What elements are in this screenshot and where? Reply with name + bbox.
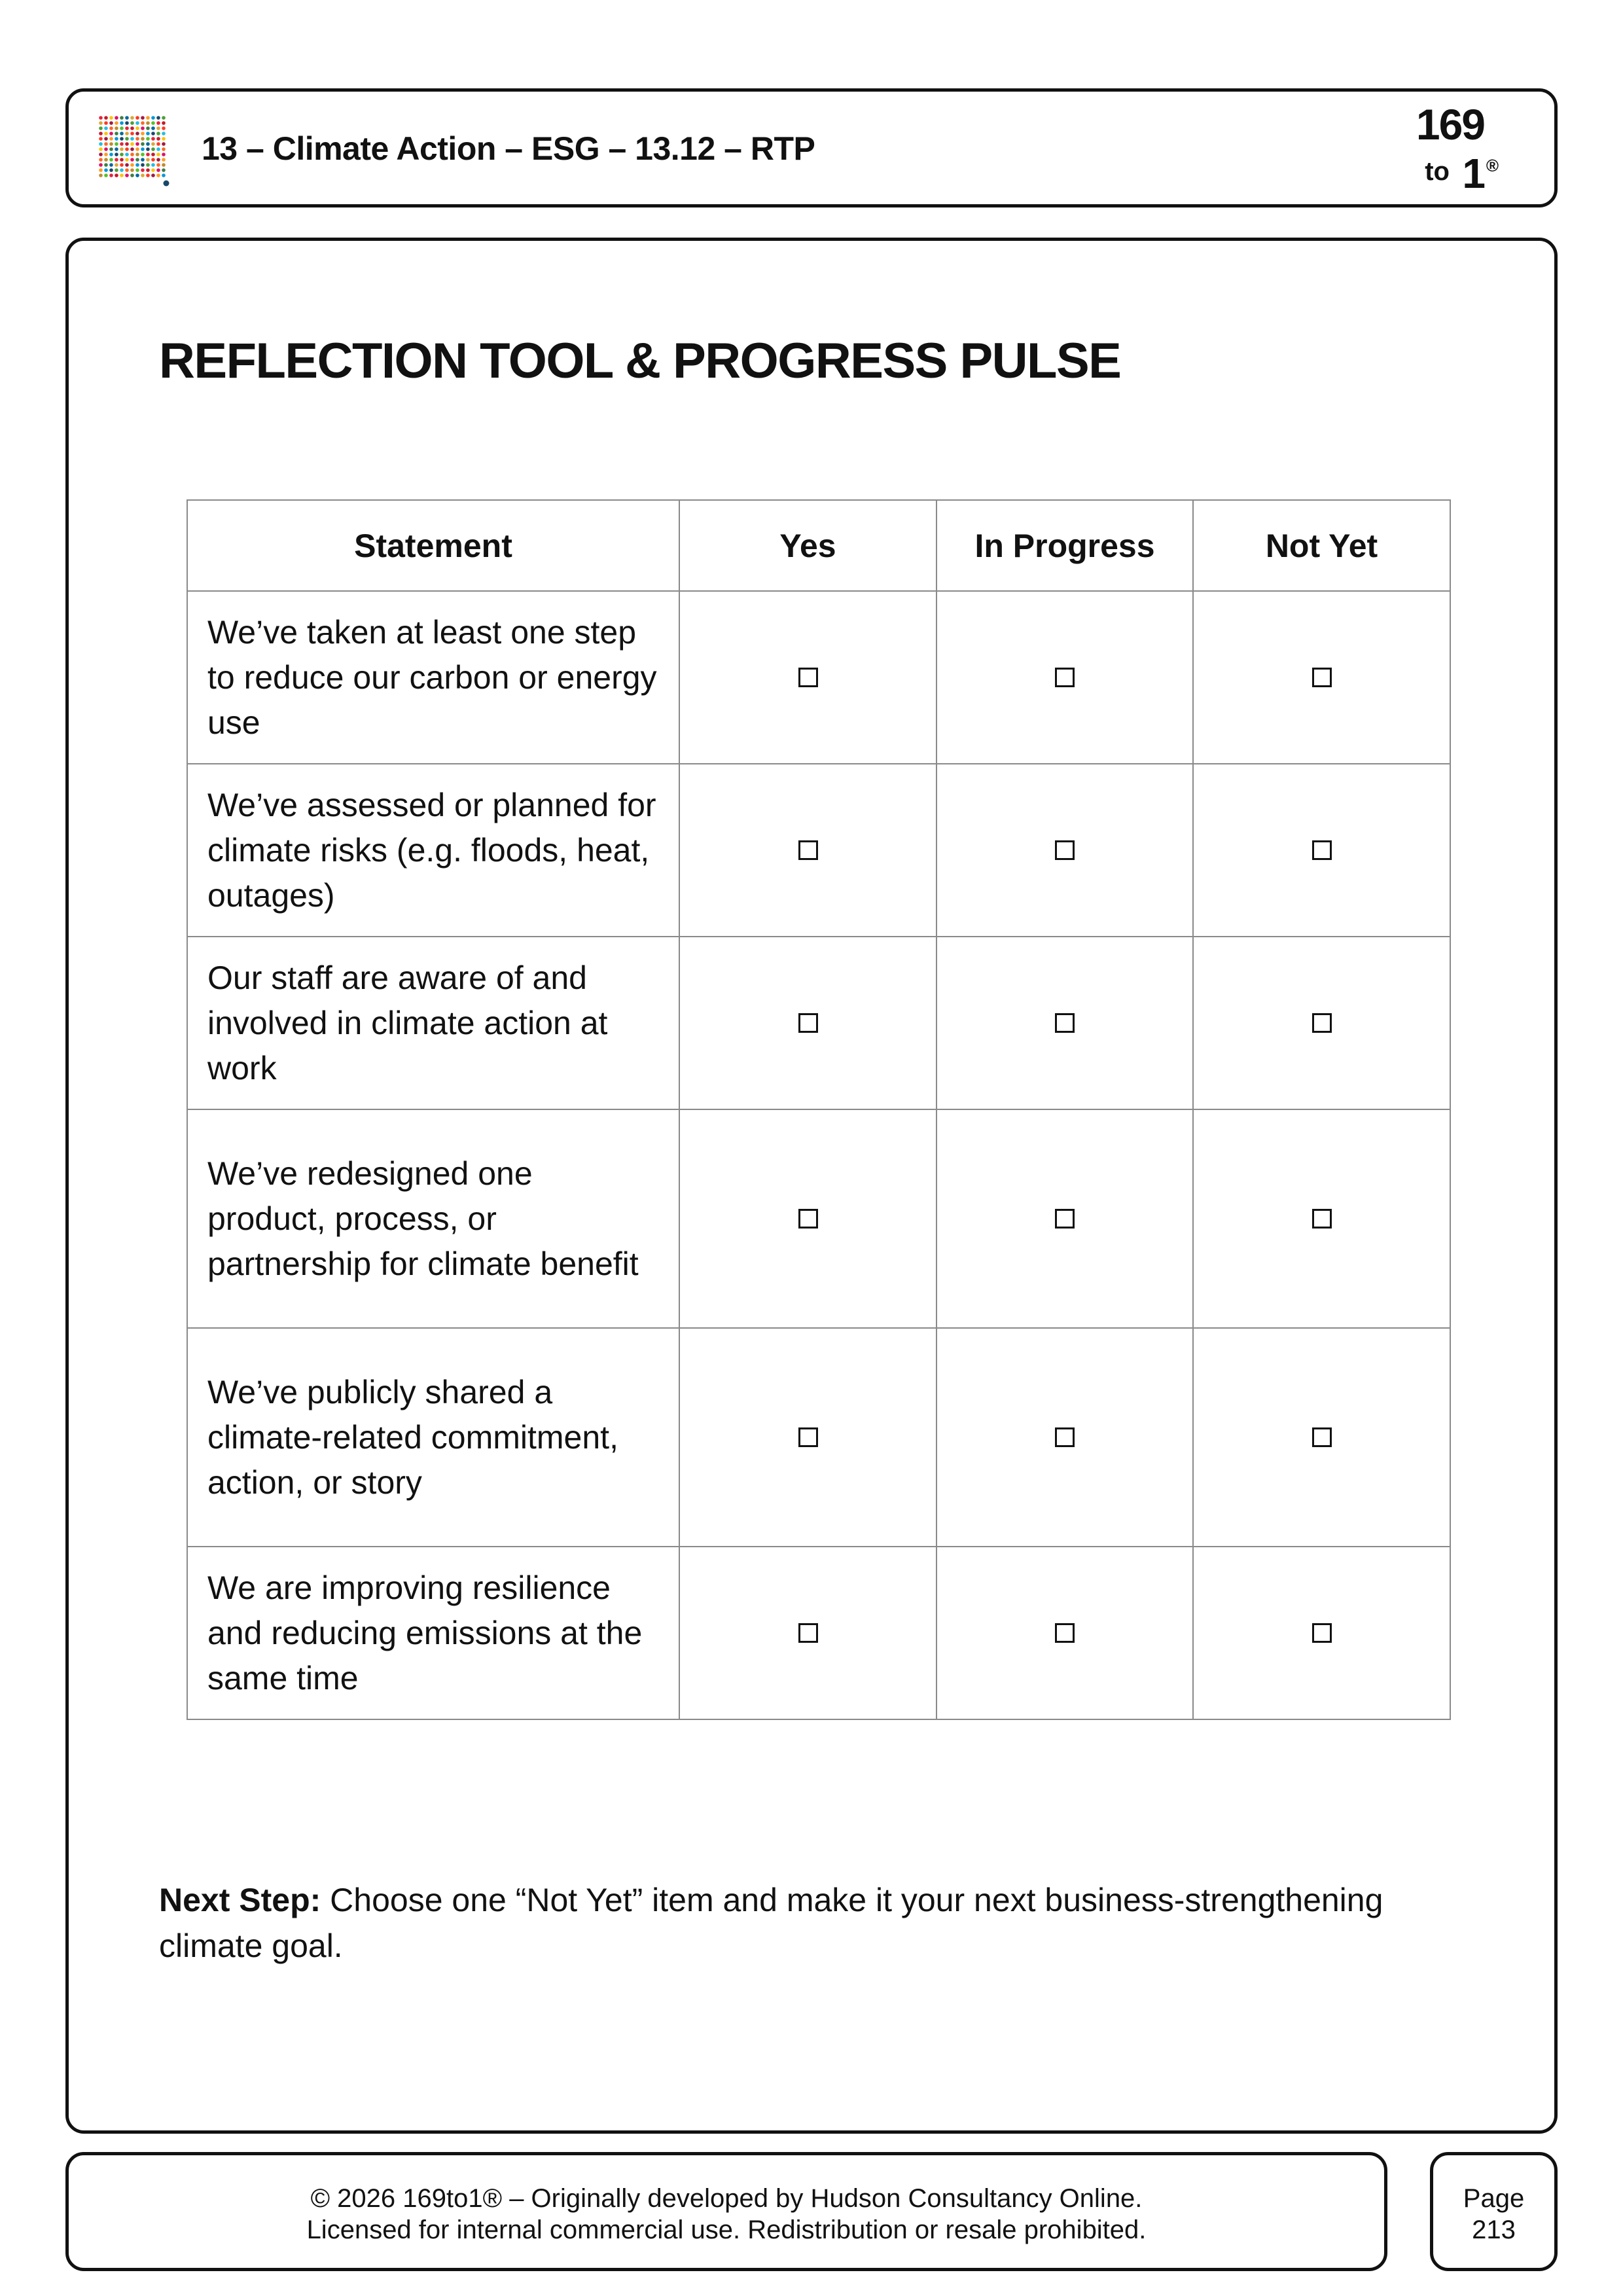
checkbox-in-progress[interactable] — [1055, 840, 1075, 860]
main-panel — [65, 238, 1558, 2134]
checkbox-cell-in-progress — [936, 1109, 1193, 1328]
table-row — [187, 591, 1450, 764]
copyright-notice — [69, 2183, 1384, 2246]
table-row — [187, 1547, 1450, 1719]
checkbox-not-yet[interactable] — [1312, 840, 1332, 860]
table-row — [187, 1328, 1450, 1547]
checkbox-cell-yes — [679, 1547, 936, 1719]
checkbox-cell-in-progress — [936, 1547, 1193, 1719]
statement-cell: We’ve taken at least one step to reduce our carbon or energy use — [187, 591, 679, 764]
page-number: 213 — [1472, 2215, 1516, 2244]
table-row — [187, 764, 1450, 937]
checkbox-cell-not-yet — [1193, 1328, 1450, 1547]
table-header-row — [187, 500, 1450, 591]
page-title: REFLECTION TOOL & PROGRESS PULSE — [159, 333, 1121, 389]
footer-bar — [65, 2152, 1387, 2271]
next-step-note — [159, 1877, 1402, 1969]
copyright-line-1: © 2026 169to1® – Originally developed by Hudson Consultancy Online. — [310, 2184, 1143, 2213]
column-header-yes: Yes — [679, 500, 936, 591]
statement-cell: We’ve assessed or planned for climate risks (e.g. floods, heat, outages) — [187, 764, 679, 937]
checkbox-cell-not-yet — [1193, 1109, 1450, 1328]
checkbox-cell-in-progress — [936, 764, 1193, 937]
checkbox-in-progress[interactable] — [1055, 1209, 1075, 1229]
checkbox-in-progress[interactable] — [1055, 1623, 1075, 1643]
checkbox-cell-in-progress — [936, 591, 1193, 764]
statement-cell: Our staff are aware of and involved in climate action at work — [187, 937, 679, 1109]
column-header-statement: Statement — [187, 500, 679, 591]
page-label: Page — [1463, 2184, 1525, 2213]
sdg-dot-grid-logo-icon — [98, 115, 170, 187]
checkbox-cell-in-progress — [936, 937, 1193, 1109]
header-title: 13 – Climate Action – ESG – 13.12 – RTP — [202, 130, 815, 167]
checkbox-yes[interactable] — [798, 1427, 818, 1447]
brand-registered: ® — [1486, 156, 1499, 175]
brand-one: 1 — [1462, 150, 1486, 197]
checkbox-cell-yes — [679, 1109, 936, 1328]
checkbox-yes[interactable] — [798, 668, 818, 687]
table-row — [187, 1109, 1450, 1328]
header-bar — [65, 88, 1558, 207]
checkbox-yes[interactable] — [798, 1209, 818, 1229]
copyright-line-2: Licensed for internal commercial use. Redistribution or resale prohibited. — [306, 2215, 1147, 2244]
checkbox-not-yet[interactable] — [1312, 668, 1332, 687]
checkbox-cell-not-yet — [1193, 1547, 1450, 1719]
checkbox-cell-yes — [679, 1328, 936, 1547]
checkbox-yes[interactable] — [798, 840, 818, 860]
checkbox-not-yet[interactable] — [1312, 1209, 1332, 1229]
table-body — [187, 591, 1450, 1719]
table-row — [187, 937, 1450, 1109]
checkbox-yes[interactable] — [798, 1623, 818, 1643]
checkbox-not-yet[interactable] — [1312, 1623, 1332, 1643]
brand-mark — [1394, 97, 1499, 202]
checkbox-cell-yes — [679, 591, 936, 764]
checkbox-in-progress[interactable] — [1055, 1427, 1075, 1447]
brand-number: 169 — [1416, 100, 1484, 149]
statement-cell: We are improving resilience and reducing emissions at the same time — [187, 1547, 679, 1719]
checkbox-in-progress[interactable] — [1055, 1013, 1075, 1033]
next-step-text: Choose one “Not Yet” item and make it your next business-strengthening climate goal. — [159, 1882, 1383, 1964]
checkbox-cell-yes — [679, 937, 936, 1109]
checkbox-cell-yes — [679, 764, 936, 937]
next-step-label: Next Step: — [159, 1882, 321, 1918]
checkbox-cell-in-progress — [936, 1328, 1193, 1547]
reflection-table — [187, 499, 1451, 1720]
checkbox-not-yet[interactable] — [1312, 1427, 1332, 1447]
statement-cell: We’ve publicly shared a climate-related commitment, action, or story — [187, 1328, 679, 1547]
column-header-not-yet: Not Yet — [1193, 500, 1450, 591]
checkbox-cell-not-yet — [1193, 591, 1450, 764]
statement-cell: We’ve redesigned one product, process, or partnership for climate benefit — [187, 1109, 679, 1328]
checkbox-yes[interactable] — [798, 1013, 818, 1033]
checkbox-not-yet[interactable] — [1312, 1013, 1332, 1033]
checkbox-cell-not-yet — [1193, 764, 1450, 937]
checkbox-in-progress[interactable] — [1055, 668, 1075, 687]
checkbox-cell-not-yet — [1193, 937, 1450, 1109]
column-header-in-progress: In Progress — [936, 500, 1193, 591]
page-number-box — [1430, 2152, 1558, 2271]
brand-to: to — [1425, 157, 1450, 186]
